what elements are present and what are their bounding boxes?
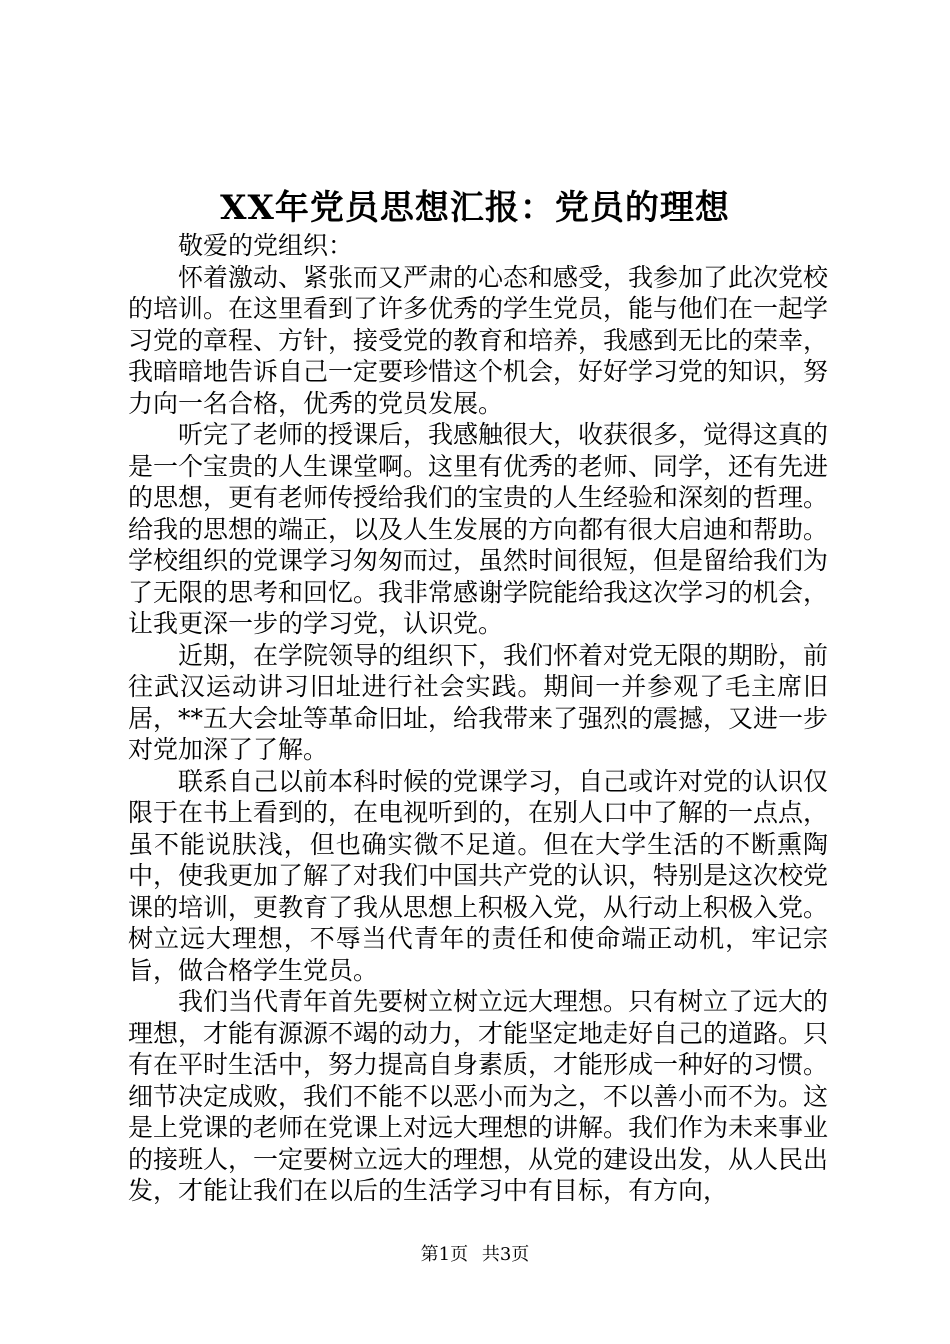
page-number: 第1页 xyxy=(420,1244,469,1265)
paragraph: 怀着激动、紧张而又严肃的心态和感受，我参加了此次党校的培训。在这里看到了许多优秀的学生党员，能与他们在一起学习党的章程、方针，接受党的教育和培养，我感到无比的荣幸，我暗暗地告诉自己一定要珍惜这个机会，好好学习党的知识，努力向一名合格，优秀的党员发展。 xyxy=(128,262,829,418)
page-footer xyxy=(0,1243,950,1267)
page-total: 共3页 xyxy=(481,1244,530,1265)
paragraph: 听完了老师的授课后，我感触很大，收获很多，觉得这真的是一个宝贵的人生课堂啊。这里有优秀的老师、同学，还有先进的思想，更有老师传授给我们的宝贵的人生经验和深刻的哲理。给我的思想的端正，以及人生发展的方向都有很大启迪和帮助。学校组织的党课学习匆匆而过，虽然时间很短，但是留给我们为了无限的思考和回忆。我非常感谢学院能给我这次学习的机会，让我更深一步的学习党，认识党。 xyxy=(128,420,829,638)
salutation: 敬爱的党组织： xyxy=(178,231,354,260)
document-body xyxy=(128,230,828,1207)
paragraph: 近期，在学院领导的组织下，我们怀着对党无限的期盼，前往武汉运动讲习旧址进行社会实践。期间一并参观了毛主席旧居，**五大会址等革命旧址，给我带来了强烈的震撼，又进一步对党加深了了解。 xyxy=(128,640,829,764)
paragraph: 我们当代青年首先要树立树立远大理想。只有树立了远大的理想，才能有源源不竭的动力，才能坚定地走好自己的道路。只有在平时生活中，努力提高自身素质，才能形成一种好的习惯。细节决定成败，我们不能不以恶小而为之，不以善小而不为。这是上党课的老师在党课上对远大理想的讲解。我们作为未来事业的接班人，一定要树立远大的理想，从党的建设出发，从人民出发，才能让我们在以后的生活学习中有目标，有方向， xyxy=(128,987,829,1205)
document-title: XX年党员思想汇报：党员的理想 xyxy=(220,188,730,228)
paragraph: 联系自己以前本科时候的党课学习，自己或许对党的认识仅限于在书上看到的，在电视听到的，在别人口中了解的一点点，虽不能说肤浅，但也确实微不足道。但在大学生活的不断熏陶中，使我更加了解了对我们中国共产党的认识，特别是这次校党课的培训，更教育了我从思想上积极入党，从行动上积极入党。树立远大理想，不辱当代青年的责任和使命端正动机，牢记宗旨，做合格学生党员。 xyxy=(128,766,829,985)
